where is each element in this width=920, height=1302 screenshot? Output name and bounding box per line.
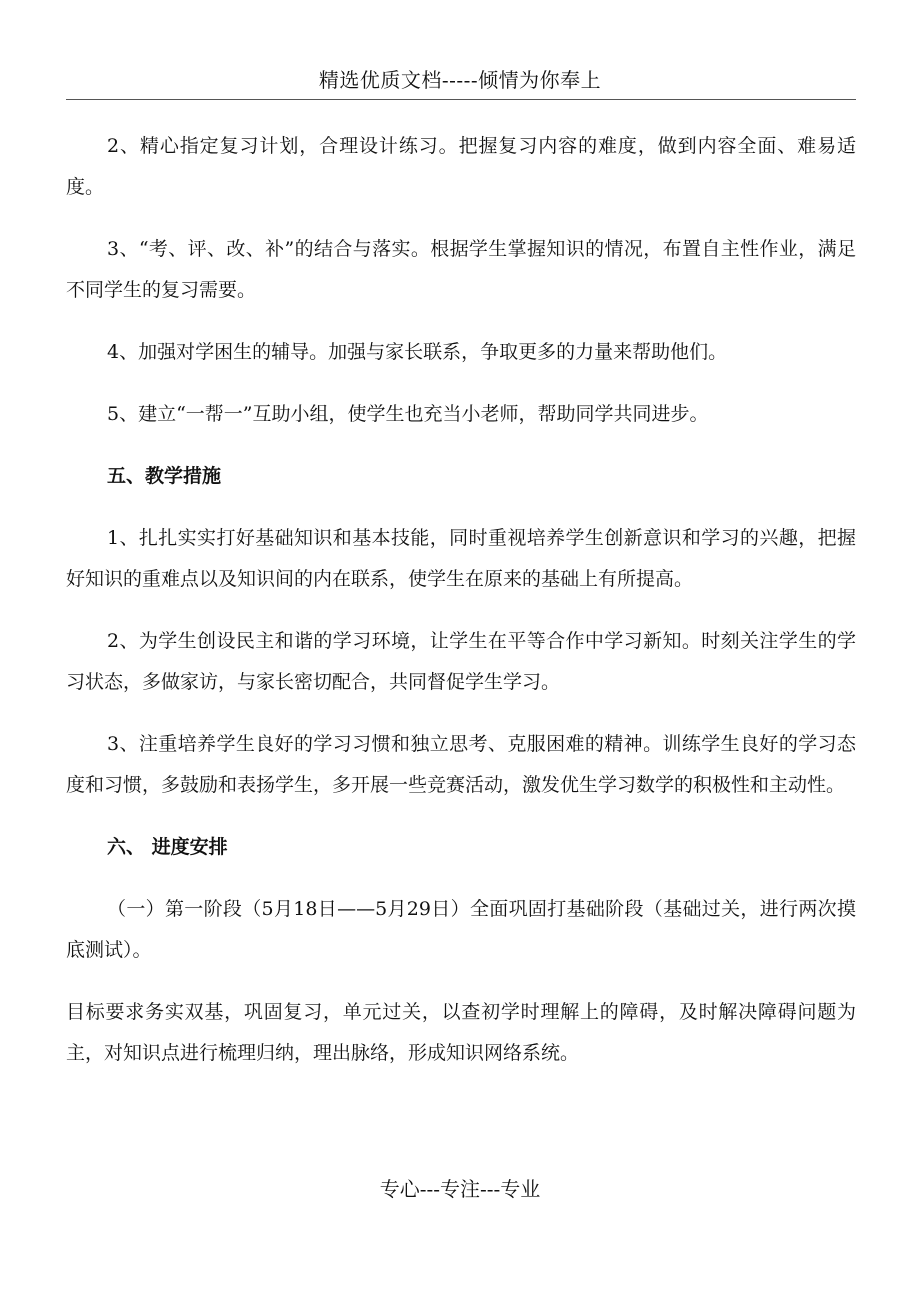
- section-heading-schedule: 六、 进度安排: [107, 836, 228, 858]
- header-divider: [66, 99, 856, 100]
- paragraph-goals: 目标要求务实双基，巩固复习，单元过关，以查初学时理解上的障碍，及时解决障碍问题为主，对知识点进行梳理归纳，理出脉络，形成知识网络系统。: [66, 1001, 856, 1064]
- section-heading-teaching-measures: 五、教学措施: [107, 465, 222, 487]
- paragraph-study-habits: 3、注重培养学生良好的学习习惯和独立思考、克服困难的精神。训练学生良好的学习态度和习惯，多鼓励和表扬学生，多开展一些竞赛活动，激发优生学习数学的积极性和主动性。: [66, 733, 856, 796]
- page-footer: 专心---专注---专业: [379, 1177, 541, 1201]
- page-header: 精选优质文档-----倾情为你奉上: [318, 68, 602, 92]
- paragraph-learning-environment: 2、为学生创设民主和谐的学习环境，让学生在平等合作中学习新知。时刻关注学生的学习状态，多做家访，与家长密切配合，共同督促学生学习。: [66, 630, 856, 693]
- paragraph-review-plan: 2、精心指定复习计划，合理设计练习。把握复习内容的难度，做到内容全面、难易适度。: [66, 135, 856, 198]
- document-body: [66, 126, 856, 1095]
- paragraph-tutoring: 4、加强对学困生的辅导。加强与家长联系，争取更多的力量来帮助他们。: [107, 341, 728, 363]
- paragraph-phase-one: （一）第一阶段（5月18日——5月29日）全面巩固打基础阶段（基础过关，进行两次摸底测试）。: [66, 898, 856, 961]
- paragraph-exam-review: 3、“考、评、改、补”的结合与落实。根据学生掌握知识的情况，布置自主性作业，满足不同学生的复习需要。: [66, 238, 856, 301]
- paragraph-peer-group: 5、建立“一帮一”互助小组，使学生也充当小老师，帮助同学共同进步。: [107, 403, 709, 425]
- paragraph-basic-skills: 1、扎扎实实打好基础知识和基本技能，同时重视培养学生创新意识和学习的兴趣，把握好知识的重难点以及知识间的内在联系，使学生在原来的基础上有所提高。: [66, 527, 856, 590]
